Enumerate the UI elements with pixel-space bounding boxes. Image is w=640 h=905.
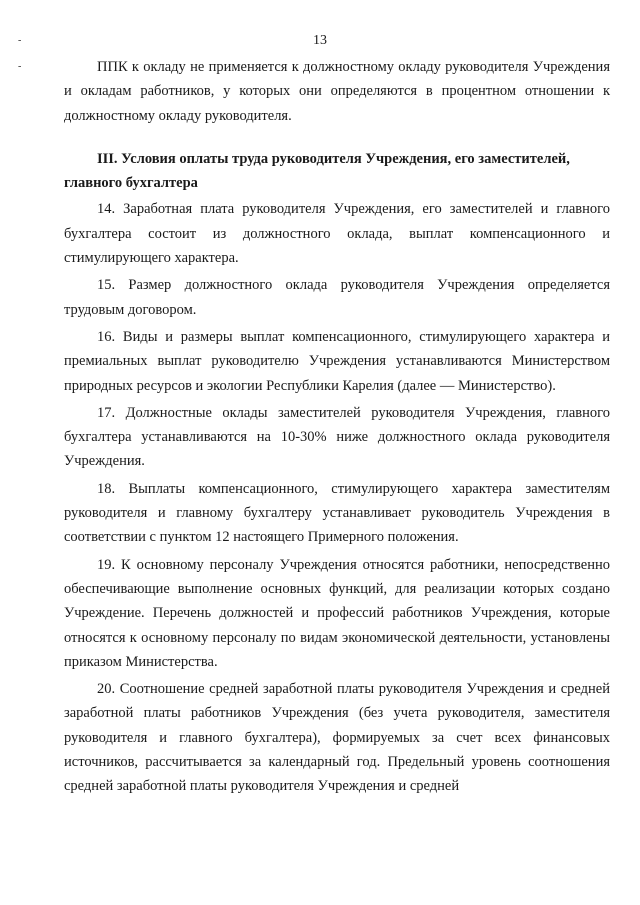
paragraph-18: 18. Выплаты компенсационного, стимулирующего характера заместителям руководителя и главному бухгалтеру устанавливает руководитель Учреждения в соответствии с пунктом 12 настоящего Примерного положения. <box>64 480 610 546</box>
paragraph-14: 14. Заработная плата руководителя Учреждения, его заместителей и главного бухгалтера состоит из должностного оклада, выплат компенсационного и стимулирующего характера. <box>64 201 610 267</box>
margin-mark: - <box>18 35 22 46</box>
paragraph-15: 15. Размер должностного оклада руководителя Учреждения определяется трудовым договором. <box>64 277 610 318</box>
margin-mark: - <box>18 61 22 72</box>
document-body <box>64 55 610 799</box>
section-heading: III. Условия оплаты труда руководителя Учреждения, его заместителей, главного бухгалтера <box>64 150 570 192</box>
paragraph-16: 16. Виды и размеры выплат компенсационного, стимулирующего характера и премиальных выплат руководителю Учреждения устанавливаются Министерством природных ресурсов и экологии Республики Карелия (далее — Министерство). <box>64 328 610 394</box>
paragraph-19: 19. К основному персоналу Учреждения относятся работники, непосредственно обеспечивающие выполнение основных функций, для реализации которых создано Учреждение. Перечень должностей и профессий работников Учреждения, которые относятся к основному персоналу по видам экономической деятельности, установлены приказом Министерства. <box>64 556 610 670</box>
paragraph-17: 17. Должностные оклады заместителей руководителя Учреждения, главного бухгалтера устанавливаются на 10-30% ниже должностного оклада руководителя Учреждения. <box>64 404 610 470</box>
intro-paragraph: ППК к окладу не применяется к должностному окладу руководителя Учреждения и окладам работников, у которых они определяются в процентном отношении к должностному окладу руководителя. <box>64 59 610 124</box>
page-number: 13 <box>313 33 327 48</box>
paragraph-20: 20. Соотношение средней заработной платы руководителя Учреждения и средней заработной платы работников Учреждения (без учета руководителя, заместителя руководителя и главного бухгалтера), формируемых за счет всех финансовых источников, рассчитывается за календарный год. Предельный уровень соотношения средней заработной платы руководителя Учреждения и средней <box>64 681 610 795</box>
